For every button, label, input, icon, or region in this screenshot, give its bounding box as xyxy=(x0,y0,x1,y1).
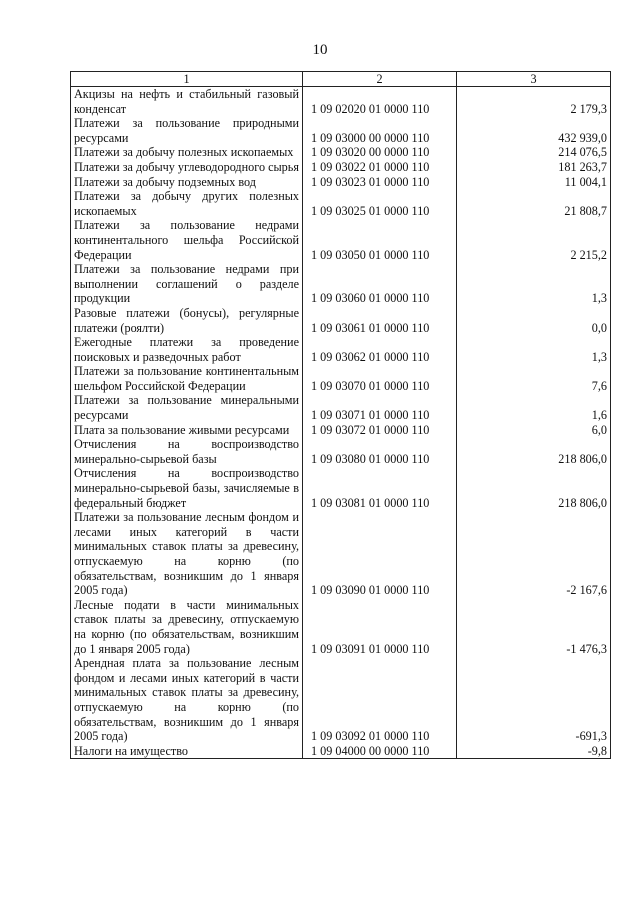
budget-code-cell: 1 09 02020 01 0000 110 xyxy=(303,87,457,117)
budget-code-cell: 1 09 04000 00 0000 110 xyxy=(303,744,457,759)
amount-cell: 1,3 xyxy=(457,335,611,364)
budget-code-cell: 1 09 03000 00 0000 110 xyxy=(303,116,457,145)
budget-code-cell: 1 09 03025 01 0000 110 xyxy=(303,189,457,218)
table-row xyxy=(71,218,611,262)
column-header-1: 1 xyxy=(71,72,303,87)
table-row xyxy=(71,306,611,335)
budget-code-cell: 1 09 03050 01 0000 110 xyxy=(303,218,457,262)
row-name-cell: Лесные подати в части минимальных ставок платы за древесину, отпускаемую на корню (по обязательствам, возникшим до 1 января 2005 года) xyxy=(71,598,303,656)
amount-cell: -9,8 xyxy=(457,744,611,759)
row-name-cell: Платежи за добычу углеводородного сырья xyxy=(71,160,303,175)
amount-cell: 2 179,3 xyxy=(457,87,611,117)
table-row xyxy=(71,364,611,393)
row-name-cell: Платежи за пользование лесным фондом и лесами иных категорий в части минимальных ставок платы за древесину, отпускаемую на корню (по обязательствам, возникшим до 1 января 2005 года) xyxy=(71,510,303,598)
row-name-cell: Платежи за пользование минеральными ресурсами xyxy=(71,393,303,422)
table-row xyxy=(71,87,611,117)
row-name-cell: Платежи за пользование недрами континентального шельфа Российской Федерации xyxy=(71,218,303,262)
table-row xyxy=(71,335,611,364)
column-header-2: 2 xyxy=(303,72,457,87)
amount-cell: -691,3 xyxy=(457,656,611,744)
row-name-cell: Арендная плата за пользование лесным фондом и лесами иных категорий в части минимальных ставок платы за древесину, отпускаемую на корню (по обязательствам, возникшим до 1 января 2005 года) xyxy=(71,656,303,744)
budget-code-cell: 1 09 03062 01 0000 110 xyxy=(303,335,457,364)
budget-code-cell: 1 09 03022 01 0000 110 xyxy=(303,160,457,175)
row-name-cell: Отчисления на воспроизводство минерально-сырьевой базы xyxy=(71,437,303,466)
row-name-cell: Платежи за добычу других полезных ископаемых xyxy=(71,189,303,218)
budget-code-cell: 1 09 03071 01 0000 110 xyxy=(303,393,457,422)
amount-cell: 21 808,7 xyxy=(457,189,611,218)
row-name-cell: Ежегодные платежи за проведение поисковых и разведочных работ xyxy=(71,335,303,364)
table-row xyxy=(71,160,611,175)
row-name-cell: Плата за пользование живыми ресурсами xyxy=(71,423,303,438)
table-row xyxy=(71,598,611,656)
budget-code-cell: 1 09 03092 01 0000 110 xyxy=(303,656,457,744)
amount-cell: 218 806,0 xyxy=(457,466,611,510)
amount-cell: 11 004,1 xyxy=(457,175,611,190)
table-row xyxy=(71,437,611,466)
amount-cell: 432 939,0 xyxy=(457,116,611,145)
budget-code-cell: 1 09 03072 01 0000 110 xyxy=(303,423,457,438)
column-header-3: 3 xyxy=(457,72,611,87)
row-name-cell: Платежи за пользование континентальным шельфом Российской Федерации xyxy=(71,364,303,393)
budget-code-cell: 1 09 03090 01 0000 110 xyxy=(303,510,457,598)
budget-code-cell: 1 09 03081 01 0000 110 xyxy=(303,466,457,510)
amount-cell: 1,3 xyxy=(457,262,611,306)
amount-cell: -2 167,6 xyxy=(457,510,611,598)
table-row xyxy=(71,744,611,759)
row-name-cell: Налоги на имущество xyxy=(71,744,303,759)
budget-code-cell: 1 09 03091 01 0000 110 xyxy=(303,598,457,656)
table-row xyxy=(71,510,611,598)
row-name-cell: Платежи за пользование природными ресурсами xyxy=(71,116,303,145)
amount-cell: 7,6 xyxy=(457,364,611,393)
table-row xyxy=(71,423,611,438)
table-row xyxy=(71,189,611,218)
amount-cell: 0,0 xyxy=(457,306,611,335)
amount-cell: -1 476,3 xyxy=(457,598,611,656)
amount-cell: 2 215,2 xyxy=(457,218,611,262)
row-name-cell: Акцизы на нефть и стабильный газовый конденсат xyxy=(71,87,303,117)
budget-code-cell: 1 09 03061 01 0000 110 xyxy=(303,306,457,335)
table-row xyxy=(71,466,611,510)
page-number: 10 xyxy=(312,42,328,58)
amount-cell: 6,0 xyxy=(457,423,611,438)
table-header-row xyxy=(71,72,611,87)
amount-cell: 214 076,5 xyxy=(457,145,611,160)
row-name-cell: Разовые платежи (бонусы), регулярные платежи (роялти) xyxy=(71,306,303,335)
budget-code-cell: 1 09 03080 01 0000 110 xyxy=(303,437,457,466)
table-row xyxy=(71,116,611,145)
amount-cell: 1,6 xyxy=(457,393,611,422)
table-row xyxy=(71,262,611,306)
table-row xyxy=(71,145,611,160)
row-name-cell: Платежи за добычу подземных вод xyxy=(71,175,303,190)
table-row xyxy=(71,393,611,422)
row-name-cell: Платежи за добычу полезных ископаемых xyxy=(71,145,303,160)
budget-code-cell: 1 09 03023 01 0000 110 xyxy=(303,175,457,190)
table-body xyxy=(71,87,611,759)
amount-cell: 181 263,7 xyxy=(457,160,611,175)
table-row xyxy=(71,175,611,190)
budget-code-cell: 1 09 03020 00 0000 110 xyxy=(303,145,457,160)
table-row xyxy=(71,656,611,744)
budget-code-cell: 1 09 03070 01 0000 110 xyxy=(303,364,457,393)
row-name-cell: Платежи за пользование недрами при выполнении соглашений о разделе продукции xyxy=(71,262,303,306)
budget-code-cell: 1 09 03060 01 0000 110 xyxy=(303,262,457,306)
row-name-cell: Отчисления на воспроизводство минерально-сырьевой базы, зачисляемые в федеральный бюджет xyxy=(71,466,303,510)
budget-table xyxy=(70,71,611,759)
amount-cell: 218 806,0 xyxy=(457,437,611,466)
